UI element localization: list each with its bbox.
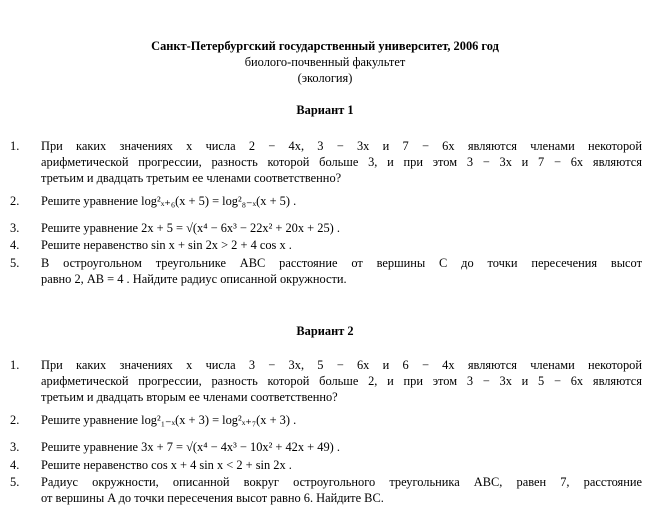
problem-number: 5. <box>10 475 20 489</box>
variant-2-title: Вариант 2 <box>296 324 354 338</box>
problem-number: 4. <box>10 458 20 472</box>
department-line: (экология) <box>297 71 353 85</box>
problem-number: 1. <box>10 139 20 153</box>
problem-line: арифметической прогрессии, разность которой больше 2, и при этом 3 − 3x и 5 − 6x являются <box>41 374 642 388</box>
problem-line: третьим и двадцать третьим ее членами соответственно? <box>41 171 342 185</box>
problem-line: равно 2, AB = 4 . Найдите радиус описанной окружности. <box>41 272 347 286</box>
problem-line: Решите уравнение log²₁₋ₓ(x + 3) = log²ₓ₊₇(x + 3) . <box>41 413 297 427</box>
faculty-line: биолого-почвенный факультет <box>244 55 406 69</box>
problem-line: от вершины A до точки пересечения высот равно 6. Найдите BC. <box>41 491 384 505</box>
problem-line: Радиус окружности, описанной вокруг остроугольного треугольника ABC, равен 7, расстояние <box>41 475 642 489</box>
problem-line: Решите уравнение 3x + 7 = √(x⁴ − 4x³ − 10x² + 42x + 49) . <box>41 440 340 454</box>
university-title: Санкт-Петербургский государственный университет, 2006 год <box>151 39 499 53</box>
problem-line: В остроугольном треугольнике ABC расстояние от вершины C до точки пересечения высот <box>41 256 642 270</box>
problem-number: 4. <box>10 238 20 252</box>
problem-line: арифметической прогрессии, разность которой больше 3, и при этом 3 − 3x и 7 − 6x являются <box>41 155 642 169</box>
problem-line: Решите неравенство cos x + 4 sin x < 2 + sin 2x . <box>41 458 292 472</box>
variant-1-title: Вариант 1 <box>296 103 354 117</box>
problem-number: 3. <box>10 440 20 454</box>
problem-number: 2. <box>10 413 20 427</box>
problem-number: 5. <box>10 256 20 270</box>
problem-text <box>41 138 642 186</box>
problem-line: Решите уравнение 2x + 5 = √(x⁴ − 6x³ − 22x² + 20x + 25) . <box>41 221 340 235</box>
problem-number: 2. <box>10 194 20 208</box>
problem-line: При каких значениях x числа 2 − 4x, 3 − 3x и 7 − 6x являются членами некоторой <box>41 139 642 153</box>
problem-number: 3. <box>10 221 20 235</box>
problem-number: 1. <box>10 358 20 372</box>
problem-line: Решите неравенство sin x + sin 2x > 2 + 4 cos x . <box>41 238 292 252</box>
problem-line: третьим и двадцать вторым ее членами соответственно? <box>41 390 338 404</box>
problem-line: Решите уравнение log²ₓ₊₆(x + 5) = log²₈₋ₓ(x + 5) . <box>41 194 297 208</box>
problem-line: При каких значениях x числа 3 − 3x, 5 − 6x и 6 − 4x являются членами некоторой <box>41 358 642 372</box>
